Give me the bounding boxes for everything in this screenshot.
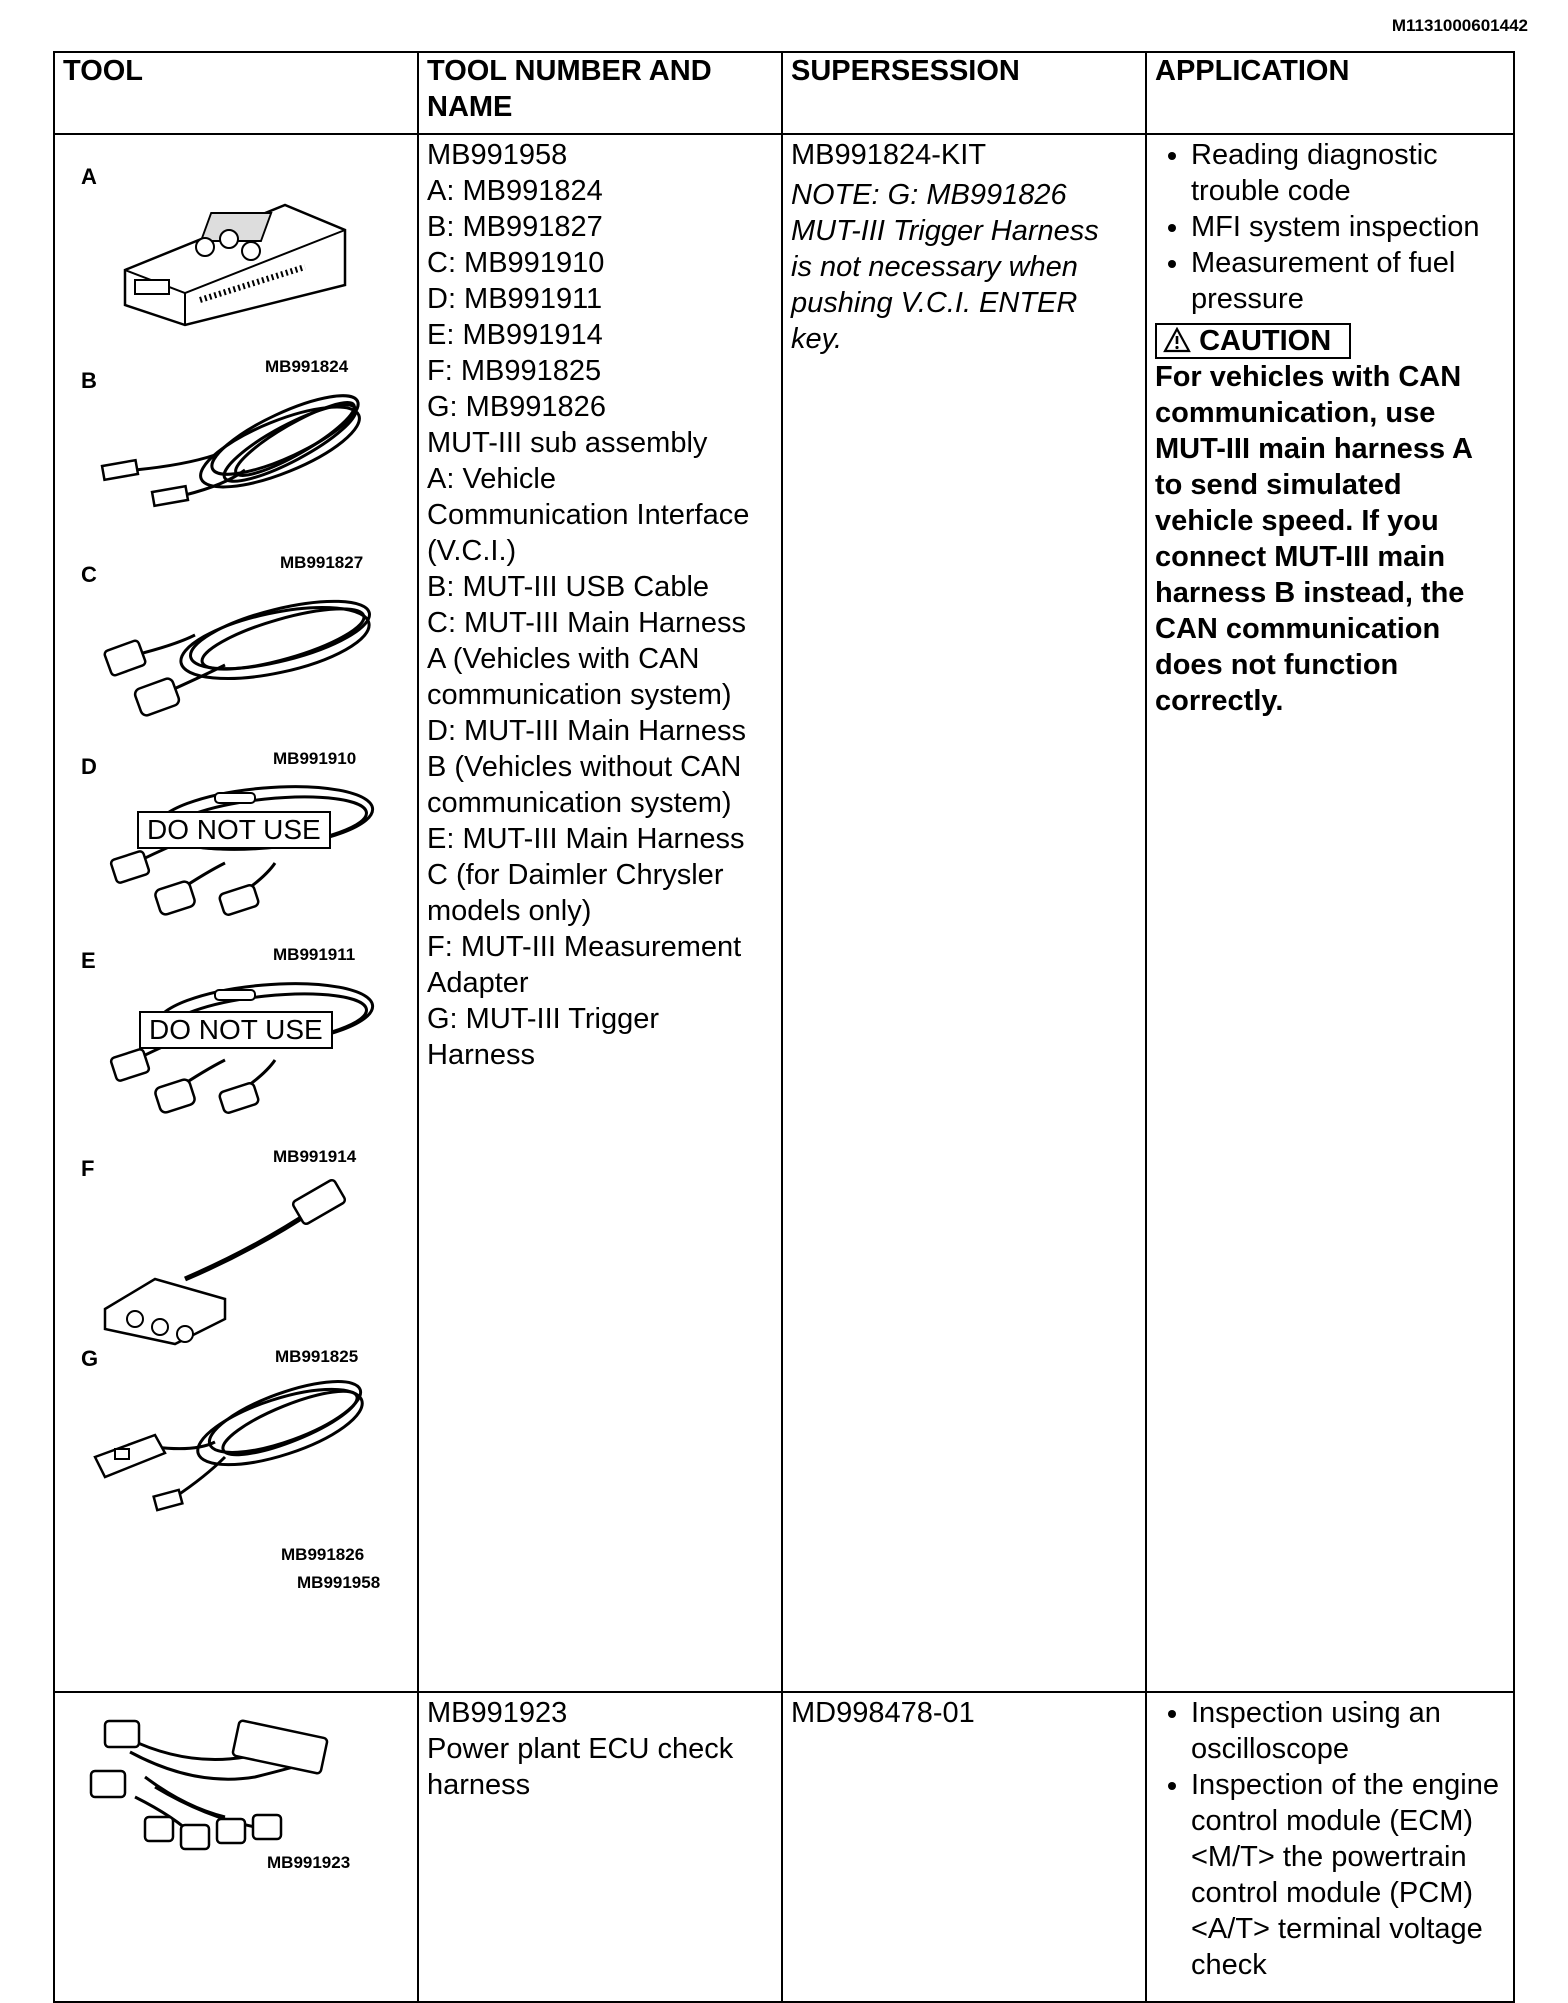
application-cell — [1146, 134, 1514, 1692]
part-number-c: MB991910 — [273, 749, 357, 768]
note-line: is not necessary when — [791, 251, 1078, 283]
usb-cable-illustration — [95, 375, 375, 525]
caution-line: communication, use — [1155, 397, 1436, 429]
header-tool: TOOL — [54, 52, 418, 134]
caution-line: connect MUT-III main — [1155, 541, 1446, 573]
special-tools-table — [53, 51, 1515, 2003]
label-d: D — [81, 754, 97, 779]
mut-iii-figure — [55, 135, 417, 1691]
tool-line: communication system) — [427, 679, 732, 711]
tool-line: B (Vehicles without CAN — [427, 751, 742, 783]
caution-line: harness B instead, the — [1155, 577, 1465, 609]
caution-label: CAUTION — [1199, 325, 1332, 357]
part-number-ecu-harness: MB991923 — [267, 1853, 351, 1872]
tool-line: Communication Interface — [427, 499, 750, 531]
label-f: F — [81, 1156, 95, 1181]
tool-line: (V.C.I.) — [427, 535, 517, 567]
header-tool-number: TOOL NUMBER AND NAME — [418, 52, 782, 134]
part-number-g: MB991826 — [281, 1545, 365, 1564]
label-c: C — [81, 562, 97, 587]
kit-part-number: MB991958 — [297, 1573, 381, 1592]
tool-line: C: MB991910 — [427, 247, 605, 279]
ecu-check-harness-illustration — [85, 1707, 385, 1857]
header-supersession: SUPERSESSION — [782, 52, 1146, 134]
trigger-harness-illustration — [85, 1357, 375, 1527]
tool-illustration-cell — [54, 1692, 418, 2002]
main-harness-a-illustration — [95, 575, 375, 725]
tool-line: C: MUT-III Main Harness — [427, 607, 747, 639]
part-number-f: MB991825 — [275, 1347, 359, 1366]
do-not-use-label-e: DO NOT USE — [139, 1011, 333, 1049]
tool-illustration-cell — [54, 134, 418, 1692]
header-row — [54, 52, 1514, 134]
supersession-note — [791, 177, 1137, 357]
caution-text — [1155, 359, 1505, 719]
caution-line: MUT-III main harness A — [1155, 433, 1473, 465]
tool-line: harness — [427, 1769, 531, 1801]
caution-line: CAN communication — [1155, 613, 1441, 645]
caution-line: does not function — [1155, 649, 1399, 681]
tool-line: D: MB991911 — [427, 283, 603, 315]
application-list — [1155, 1695, 1505, 1983]
header-application: APPLICATION — [1146, 52, 1514, 134]
application-cell — [1146, 1692, 1514, 2002]
measurement-adapter-illustration — [95, 1169, 375, 1349]
tool-line: F: MUT-III Measurement — [427, 931, 742, 963]
tool-line: MB991958 — [427, 139, 568, 171]
tool-line: B: MUT-III USB Cable — [427, 571, 710, 603]
part-number-d: MB991911 — [273, 945, 356, 964]
note-line: MUT-III Trigger Harness — [791, 215, 1099, 247]
tool-line: A: Vehicle — [427, 463, 556, 495]
vci-device-illustration — [105, 175, 365, 325]
note-line: pushing V.C.I. ENTER — [791, 287, 1078, 319]
tool-line: A: MB991824 — [427, 175, 603, 207]
tool-line: B: MB991827 — [427, 211, 603, 243]
caution-line: vehicle speed. If you — [1155, 505, 1439, 537]
tool-line: Harness — [427, 1039, 535, 1071]
supersession-cell — [782, 1692, 1146, 2002]
list-item: • Measurement of fuel pressure — [1191, 245, 1505, 317]
do-not-use-label-d: DO NOT USE — [137, 811, 331, 849]
supersession-number: MD998478-01 — [791, 1697, 975, 1729]
table-row-mut-iii — [54, 134, 1514, 1692]
tool-line: MUT-III sub assembly — [427, 427, 708, 459]
label-a: A — [81, 164, 97, 189]
caution-line: correctly. — [1155, 685, 1284, 717]
tool-line: MB991923 — [427, 1697, 568, 1729]
tool-line: Power plant ECU check — [427, 1733, 734, 1765]
list-item: • Inspection of the engine control module (ECM) <M/T> the powertrain control module (PCM) <A/T> terminal voltage check — [1191, 1767, 1505, 1983]
table-row-ecu-check-harness — [54, 1692, 1514, 2002]
ecu-harness-figure — [55, 1693, 417, 2001]
tool-line: communication system) — [427, 787, 732, 819]
part-number-e: MB991914 — [273, 1147, 357, 1166]
label-b: B — [81, 368, 97, 393]
application-list — [1155, 137, 1505, 317]
tool-line: C (for Daimler Chrysler — [427, 859, 724, 891]
tool-line: E: MB991914 — [427, 319, 603, 351]
document-id: M1131000601442 — [1391, 16, 1528, 35]
tool-line: F: MB991825 — [427, 355, 602, 387]
tool-number-cell — [418, 134, 782, 1692]
caution-line: For vehicles with CAN — [1155, 361, 1462, 393]
tool-line: G: MB991826 — [427, 391, 606, 423]
tool-line: models only) — [427, 895, 592, 927]
part-number-a: MB991824 — [265, 357, 349, 376]
note-line: key. — [791, 323, 843, 355]
tool-line: Adapter — [427, 967, 529, 999]
label-g: G — [81, 1346, 99, 1371]
part-number-b: MB991827 — [280, 553, 364, 572]
tool-line: G: MUT-III Trigger — [427, 1003, 660, 1035]
list-item: • Reading diagnostic trouble code — [1191, 137, 1505, 209]
label-e: E — [81, 948, 96, 973]
list-item: • MFI system inspection — [1191, 209, 1505, 245]
tool-number-cell — [418, 1692, 782, 2002]
list-item: • Inspection using an oscilloscope — [1191, 1695, 1505, 1767]
warning-triangle-icon — [1163, 327, 1191, 353]
supersession-cell — [782, 134, 1146, 1692]
caution-line: to send simulated — [1155, 469, 1402, 501]
supersession-number: MB991824-KIT — [791, 139, 987, 171]
caution-badge — [1155, 323, 1351, 359]
tool-line: D: MUT-III Main Harness — [427, 715, 747, 747]
tool-line: E: MUT-III Main Harness — [427, 823, 745, 855]
tool-line: A (Vehicles with CAN — [427, 643, 700, 675]
note-line: NOTE: G: MB991826 — [791, 179, 1067, 211]
